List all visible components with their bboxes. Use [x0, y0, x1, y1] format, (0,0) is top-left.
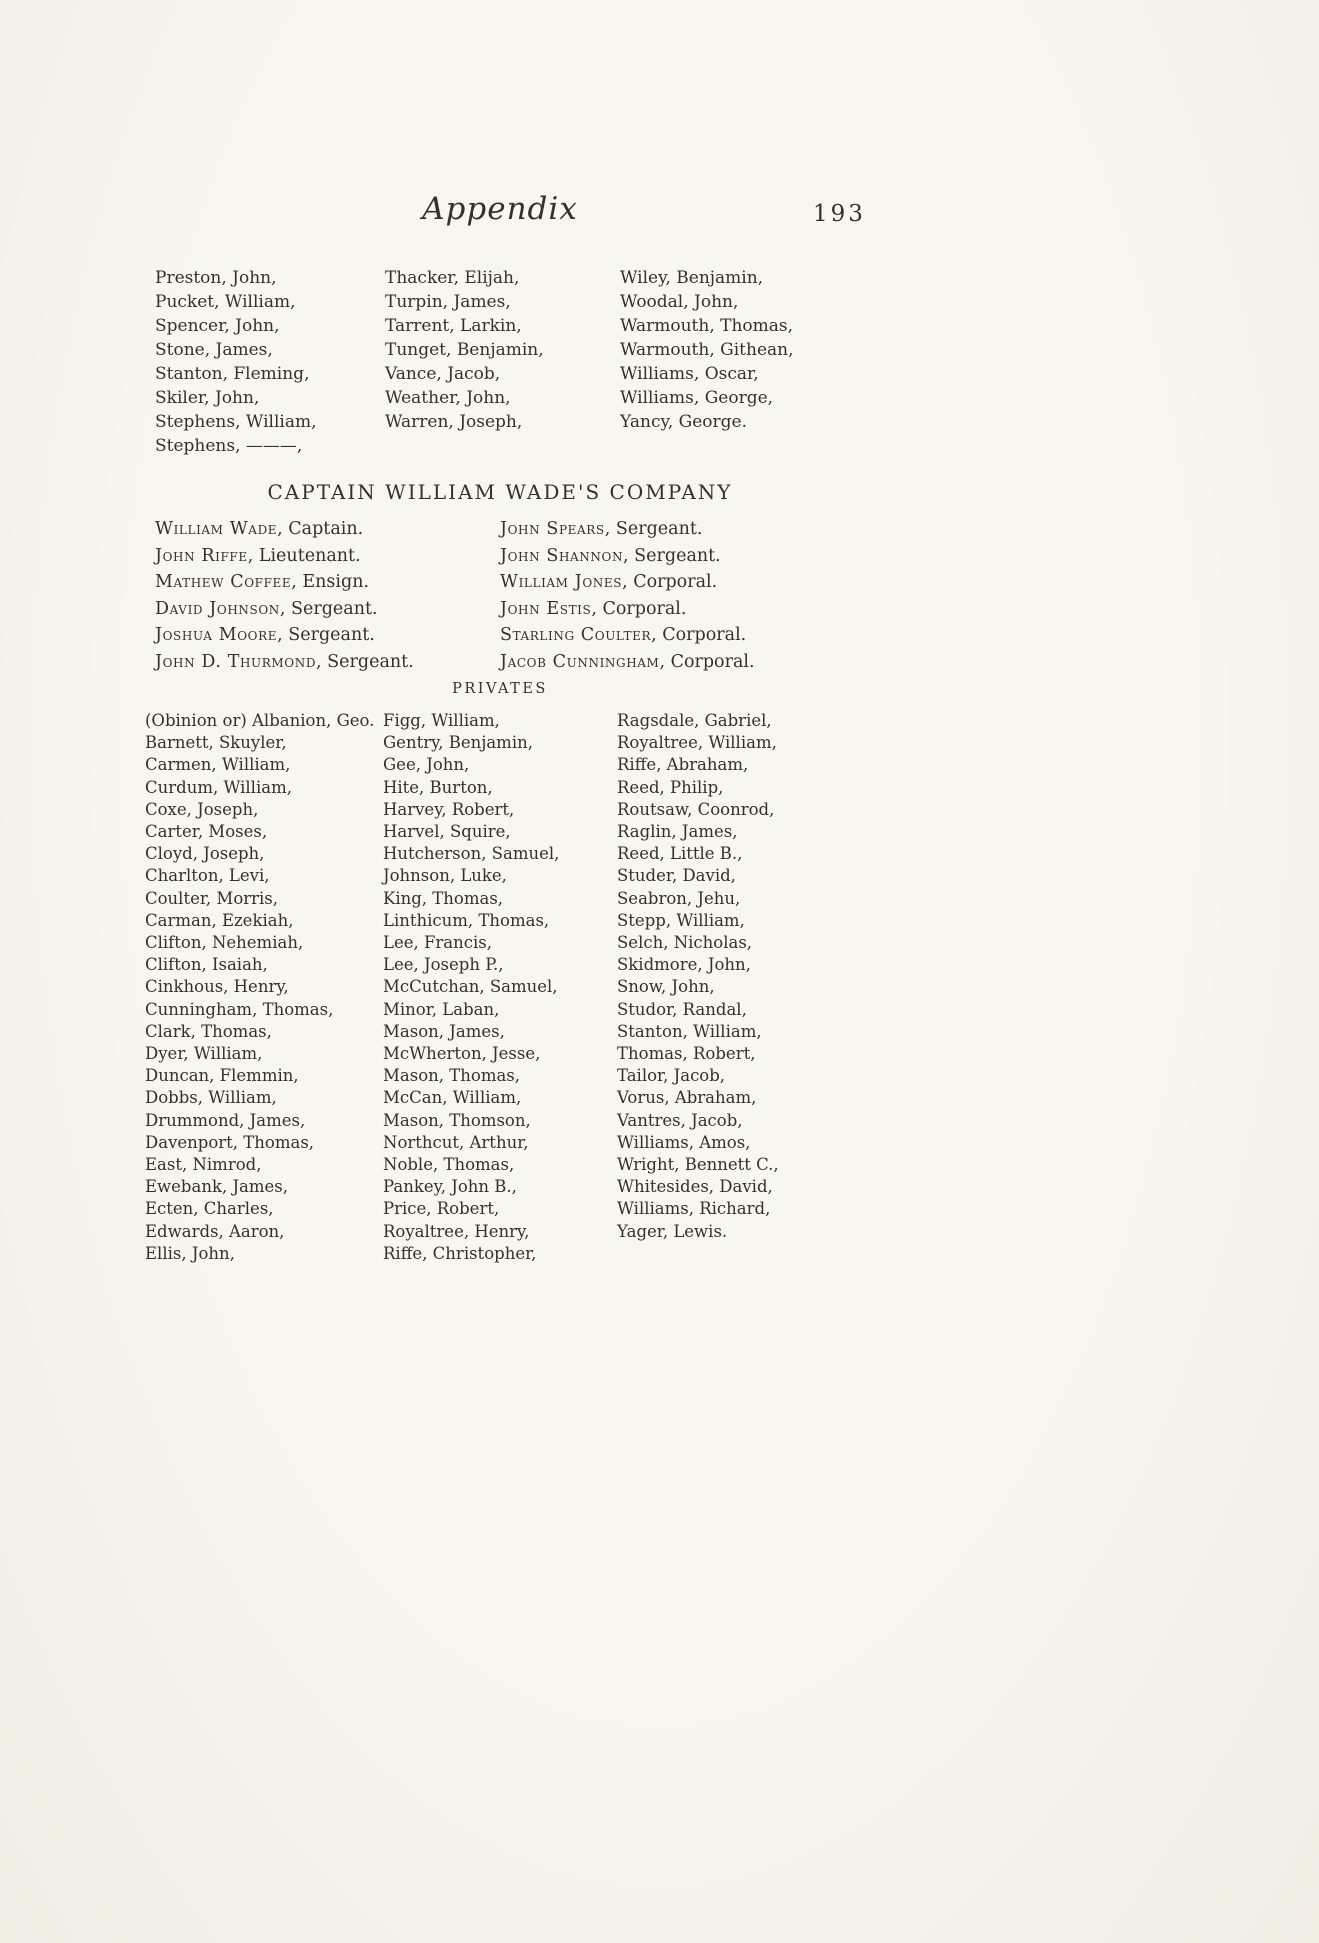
private-name: Ragsdale, Gabriel, — [617, 711, 772, 730]
private-name: Charlton, Levi, — [145, 866, 270, 886]
private-name: Lee, Joseph P., — [383, 955, 504, 975]
officer-entry — [155, 596, 414, 623]
private-name: Cunningham, Thomas, — [145, 999, 334, 1019]
privates-heading: PRIVATES — [452, 681, 548, 697]
officer-entry — [155, 569, 414, 596]
private-name: Gentry, Benjamin, — [383, 733, 533, 753]
private-name: Carmen, William, — [145, 755, 291, 775]
private-name: Edwards, Aaron, — [145, 1221, 285, 1241]
officer-entry — [155, 622, 414, 649]
private-name: Reed, Philip, — [617, 777, 724, 797]
private-name: Whitesides, David, — [617, 1177, 773, 1197]
private-name: King, Thomas, — [383, 888, 504, 908]
privates-column-1 — [145, 710, 374, 1265]
roster-name: Wiley, Benjamin, — [620, 268, 764, 288]
company-heading: CAPTAIN WILLIAM WADE'S COMPANY — [267, 480, 733, 504]
officer-entry — [155, 649, 414, 676]
private-name: Noble, Thomas, — [383, 1155, 515, 1175]
roster-column-3 — [620, 266, 794, 434]
officer-name: John D. Thurmond — [155, 651, 317, 672]
privates-column-2 — [383, 710, 559, 1265]
private-name: Wright, Bennett C., — [617, 1155, 779, 1175]
roster-name: Pucket, William, — [155, 292, 296, 312]
private-name: Coxe, Joseph, — [145, 799, 259, 819]
private-name: Carter, Moses, — [145, 822, 268, 842]
officer-role: , Sergeant. — [623, 545, 721, 566]
officer-name: Jacob Cunningham — [500, 651, 660, 672]
private-name: Stanton, William, — [617, 1021, 762, 1041]
roster-name: Yancy, George. — [620, 412, 748, 432]
private-name: Mason, Thomas, — [383, 1066, 521, 1086]
officer-role: , Sergeant. — [316, 651, 414, 672]
private-name: Yager, Lewis. — [617, 1221, 728, 1241]
private-name: Ecten, Charles, — [145, 1199, 274, 1219]
officer-role: , Sergeant. — [604, 519, 703, 539]
private-name: Minor, Laban, — [383, 999, 500, 1019]
private-name: Clark, Thomas, — [145, 1021, 272, 1041]
private-name: McWherton, Jesse, — [383, 1044, 541, 1064]
private-name: Linthicum, Thomas, — [383, 910, 550, 930]
roster-name: Stanton, Fleming, — [155, 364, 310, 384]
private-name: Ellis, John, — [145, 1243, 235, 1263]
private-name: Williams, Richard, — [617, 1199, 771, 1219]
roster-name: Vance, Jacob, — [385, 364, 501, 384]
private-name: Dyer, William, — [145, 1044, 263, 1064]
private-name: Tailor, Jacob, — [617, 1066, 726, 1086]
private-name: Selch, Nicholas, — [617, 933, 753, 953]
officer-name: William Wade — [155, 519, 278, 539]
officer-entry — [500, 516, 755, 543]
private-name: Royaltree, Henry, — [383, 1221, 530, 1241]
officers-column-left — [155, 516, 414, 675]
private-name: Clifton, Isaiah, — [145, 955, 268, 975]
private-name: Curdum, William, — [145, 777, 292, 797]
roster-name: Williams, Oscar, — [620, 364, 759, 384]
officer-name: David Johnson — [155, 598, 280, 619]
officer-role: , Lieutenant. — [247, 545, 361, 566]
private-name: Harvel, Squire, — [383, 822, 511, 842]
officer-entry — [155, 543, 414, 570]
private-name: Seabron, Jehu, — [617, 888, 741, 908]
roster-name: Warmouth, Githean, — [620, 340, 794, 360]
roster-name: Stone, James, — [155, 340, 273, 360]
private-name: Cinkhous, Henry, — [145, 977, 289, 997]
officer-entry — [155, 516, 414, 543]
roster-column-1 — [155, 266, 317, 458]
private-name: Cloyd, Joseph, — [145, 844, 265, 864]
private-name: McCan, William, — [383, 1088, 522, 1108]
private-name: Mason, James, — [383, 1021, 505, 1041]
private-name: Raglin, James, — [617, 822, 738, 842]
officer-role: , Captain. — [277, 519, 364, 539]
officer-name: John Shannon — [500, 545, 624, 566]
roster-name: Skiler, John, — [155, 388, 260, 408]
officers-column-right — [500, 516, 755, 675]
private-name: Northcut, Arthur, — [383, 1132, 529, 1152]
private-name: Carman, Ezekiah, — [145, 910, 294, 930]
officer-entry — [500, 622, 755, 649]
private-name: Reed, Little B., — [617, 844, 743, 864]
privates-column-3 — [617, 710, 779, 1243]
officer-role: , Sergeant. — [279, 598, 378, 619]
private-name: Vorus, Abraham, — [617, 1088, 757, 1108]
private-name: Williams, Amos, — [617, 1132, 751, 1152]
private-name: Drummond, James, — [145, 1110, 306, 1130]
private-name: Hite, Burton, — [383, 777, 493, 797]
private-name: Lee, Francis, — [383, 933, 493, 953]
private-name: Figg, William, — [383, 711, 500, 730]
private-name: Stepp, William, — [617, 910, 745, 930]
private-name: Coulter, Morris, — [145, 888, 279, 908]
private-name: Routsaw, Coonrod, — [617, 799, 775, 819]
private-name: Price, Robert, — [383, 1199, 500, 1219]
private-name: Studer, David, — [617, 866, 736, 886]
officer-name: William Jones — [500, 572, 623, 592]
roster-name: Stephens, William, — [155, 412, 317, 432]
private-name: Studor, Randal, — [617, 999, 747, 1019]
page-title: Appendix — [422, 191, 578, 227]
private-name: Pankey, John B., — [383, 1177, 517, 1197]
roster-name: Turpin, James, — [385, 292, 511, 312]
private-name: Royaltree, William, — [617, 733, 777, 753]
officer-role: , Corporal. — [622, 572, 718, 592]
roster-name: Stephens, ———, — [155, 436, 303, 456]
officer-name: John Estis — [500, 598, 592, 619]
officer-name: Starling Coulter — [500, 625, 652, 645]
roster-name: Preston, John, — [155, 268, 277, 288]
private-name: Ewebank, James, — [145, 1177, 289, 1197]
private-name: Vantres, Jacob, — [617, 1110, 743, 1130]
roster-name: Spencer, John, — [155, 316, 280, 336]
officer-role: , Ensign. — [291, 572, 370, 592]
private-name: Thomas, Robert, — [617, 1044, 756, 1064]
roster-name: Warren, Joseph, — [385, 412, 523, 432]
roster-name: Weather, John, — [385, 388, 511, 408]
page-number: 193 — [813, 201, 866, 227]
roster-name: Woodal, John, — [620, 292, 739, 312]
roster-name: Tarrent, Larkin, — [385, 316, 522, 336]
private-name: (Obinion or) Albanion, Geo. — [145, 711, 375, 730]
private-name: East, Nimrod, — [145, 1155, 262, 1175]
officer-entry — [500, 649, 755, 676]
officer-role: , Corporal. — [651, 625, 747, 645]
roster-name: Thacker, Elijah, — [385, 268, 520, 288]
private-name: Hutcherson, Samuel, — [383, 844, 560, 864]
officer-name: John Riffe — [155, 545, 248, 566]
officer-role: , Corporal. — [659, 651, 755, 672]
officer-entry — [500, 596, 755, 623]
private-name: Gee, John, — [383, 755, 470, 775]
private-name: Davenport, Thomas, — [145, 1132, 315, 1152]
roster-name: Williams, George, — [620, 388, 774, 408]
officer-name: Joshua Moore — [155, 625, 278, 645]
private-name: Johnson, Luke, — [383, 866, 507, 886]
private-name: Riffe, Christopher, — [383, 1243, 537, 1263]
private-name: Harvey, Robert, — [383, 799, 515, 819]
officer-role: , Sergeant. — [277, 625, 375, 645]
officer-name: John Spears — [500, 519, 605, 539]
private-name: McCutchan, Samuel, — [383, 977, 558, 997]
private-name: Clifton, Nehemiah, — [145, 933, 304, 953]
private-name: Dobbs, William, — [145, 1088, 277, 1108]
private-name: Riffe, Abraham, — [617, 755, 749, 775]
roster-name: Tunget, Benjamin, — [385, 340, 544, 360]
private-name: Snow, John, — [617, 977, 715, 997]
roster-column-2 — [385, 266, 544, 434]
private-name: Barnett, Skuyler, — [145, 733, 287, 753]
officer-role: , Corporal. — [591, 598, 687, 619]
roster-name: Warmouth, Thomas, — [620, 316, 794, 336]
private-name: Duncan, Flemmin, — [145, 1066, 299, 1086]
officer-name: Mathew Coffee — [155, 572, 292, 592]
private-name: Skidmore, John, — [617, 955, 751, 975]
officer-entry — [500, 543, 755, 570]
private-name: Mason, Thomson, — [383, 1110, 531, 1130]
officer-entry — [500, 569, 755, 596]
